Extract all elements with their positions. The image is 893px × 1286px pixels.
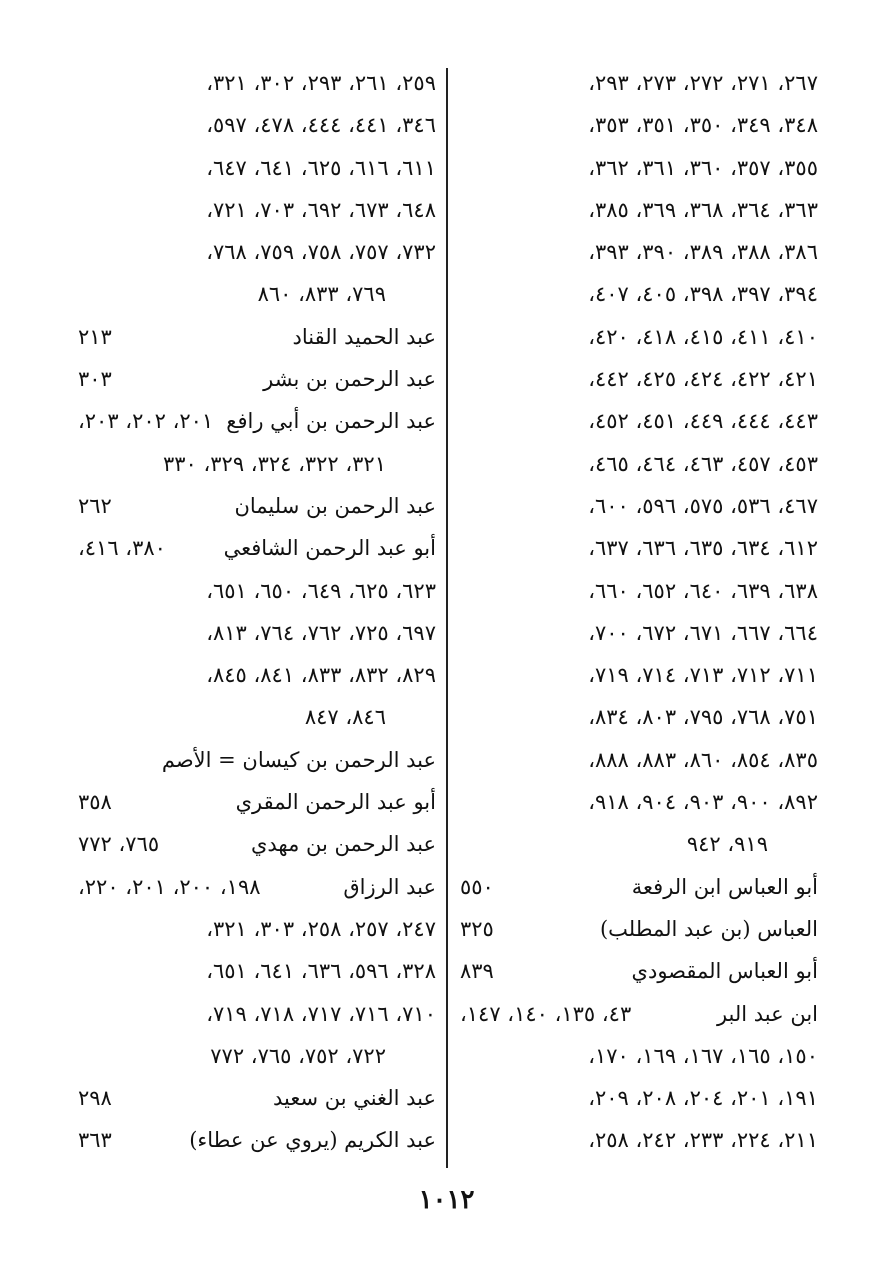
page-references: ٣٢٨، ٥٩٦، ٦٣٦، ٦٤١، ٦٥١، [206, 959, 436, 984]
page-references: ٨٩٢، ٩٠٠، ٩٠٣، ٩٠٤، ٩١٨، [588, 790, 818, 815]
index-entry [460, 908, 818, 950]
index-entry [78, 866, 436, 908]
entry-name: عبد الرحمن بن سليمان [234, 493, 436, 518]
page-references: ٧١٠، ٧١٦، ٧١٧، ٧١٨، ٧١٩، [206, 1001, 436, 1026]
continuation-line [78, 147, 436, 189]
page-references: ٣٤٦، ٤٤١، ٤٤٤، ٤٧٨، ٥٩٧، [206, 113, 436, 138]
page-references: ٧١١، ٧١٢، ٧١٣، ٧١٤، ٧١٩، [588, 663, 818, 688]
page-references: ٣٦٣، ٣٦٤، ٣٦٨، ٣٦٩، ٣٨٥، [588, 197, 818, 222]
continuation-line [78, 231, 436, 273]
entry-name: عبد الحميد القناد [292, 324, 436, 349]
page-references: ٦٣٨، ٦٣٩، ٦٤٠، ٦٥٢، ٦٦٠، [588, 578, 818, 603]
entry-name: عبد الرحمن بن أبي رافع [226, 409, 436, 434]
continuation-line [460, 147, 818, 189]
page-references: ٦١١، ٦١٦، ٦٢٥، ٦٤١، ٦٤٧، [206, 155, 436, 180]
index-entry [460, 993, 818, 1035]
continuation-line [78, 570, 436, 612]
entry-pages: ٢٠١، ٢٠٢، ٢٠٣، [78, 409, 214, 434]
continuation-line [460, 781, 818, 823]
page-references: ٩١٩، ٩٤٢ [686, 832, 768, 857]
column-divider [446, 68, 448, 1168]
entry-name: عبد الرحمن بن مهدي [250, 832, 436, 857]
page-references: ٢١١، ٢٢٤، ٢٣٣، ٢٤٢، ٢٥٨، [588, 1128, 818, 1153]
page-references: ٧٣٢، ٧٥٧، ٧٥٨، ٧٥٩، ٧٦٨، [206, 240, 436, 265]
continuation-tail [78, 273, 436, 315]
entry-pages: ٢٦٢ [78, 493, 112, 518]
page-references: ٧٥١، ٧٦٨، ٧٩٥، ٨٠٣، ٨٣٤، [588, 705, 818, 730]
page-references: ٤٦٧، ٥٣٦، ٥٧٥، ٥٩٦، ٦٠٠، [588, 493, 818, 518]
continuation-line [460, 400, 818, 442]
entry-pages: ٣٦٣ [78, 1128, 112, 1153]
page-references: ٤٤٣، ٤٤٤، ٤٤٩، ٤٥١، ٤٥٢، [588, 409, 818, 434]
entry-pages: ٢١٣ [78, 324, 112, 349]
index-entry [460, 866, 818, 908]
entry-pages: ٢٩٨ [78, 1086, 112, 1111]
page-references: ٦٢٣، ٦٢٥، ٦٤٩، ٦٥٠، ٦٥١، [206, 578, 436, 603]
entry-pages: ١٩٨، ٢٠٠، ٢٠١، ٢٢٠، [78, 874, 261, 899]
entry-pages: ٨٣٩ [460, 959, 494, 984]
continuation-tail [78, 696, 436, 738]
page-references: ٣٢١، ٣٢٢، ٣٢٤، ٣٢٩، ٣٣٠ [162, 451, 386, 476]
continuation-line [460, 1119, 818, 1161]
page-references: ٣٤٨، ٣٤٩، ٣٥٠، ٣٥١، ٣٥٣، [588, 113, 818, 138]
left-column [78, 62, 436, 1162]
page-references: ٧٦٩، ٨٣٣، ٨٦٠ [257, 282, 386, 307]
continuation-line [460, 273, 818, 315]
entry-name: عبد الغني بن سعيد [272, 1086, 436, 1111]
continuation-line [460, 527, 818, 569]
index-entry [78, 1077, 436, 1119]
index-entry [460, 950, 818, 992]
right-column [460, 62, 818, 1162]
entry-name: أبو عبد الرحمن المقري [235, 790, 436, 815]
continuation-line [78, 993, 436, 1035]
entry-pages: ٣٨٠، ٤١٦، [78, 536, 166, 561]
page-references: ٤١٠، ٤١١، ٤١٥، ٤١٨، ٤٢٠، [588, 324, 818, 349]
page-references: ٦١٢، ٦٣٤، ٦٣٥، ٦٣٦، ٦٣٧، [588, 536, 818, 561]
page-references: ٧٢٢، ٧٥٢، ٧٦٥، ٧٧٢ [210, 1043, 386, 1068]
entry-name: عبد الرزاق [343, 874, 436, 899]
continuation-line [460, 443, 818, 485]
continuation-line [460, 1035, 818, 1077]
continuation-line [460, 62, 818, 104]
continuation-line [78, 189, 436, 231]
continuation-line [460, 612, 818, 654]
index-entry [78, 358, 436, 400]
page-references: ١٥٠، ١٦٥، ١٦٧، ١٦٩، ١٧٠، [588, 1043, 818, 1068]
page-references: ٦٦٤، ٦٦٧، ٦٧١، ٦٧٢، ٧٠٠، [588, 620, 818, 645]
page-references: ٤٥٣، ٤٥٧، ٤٦٣، ٤٦٤، ٤٦٥، [588, 451, 818, 476]
index-entry [78, 823, 436, 865]
entry-name: أبو عبد الرحمن الشافعي [223, 536, 436, 561]
page-references: ٢٥٩، ٢٦١، ٢٩٣، ٣٠٢، ٣٢١، [206, 71, 436, 95]
continuation-line [460, 739, 818, 781]
index-entry [78, 485, 436, 527]
page-references: ٣٩٤، ٣٩٧، ٣٩٨، ٤٠٥، ٤٠٧، [588, 282, 818, 307]
page-references: ٦٤٨، ٦٧٣، ٦٩٢، ٧٠٣، ٧٢١، [206, 197, 436, 222]
page-references: ٦٩٧، ٧٢٥، ٧٦٢، ٧٦٤، ٨١٣، [206, 620, 436, 645]
page-references: ٣٨٦، ٣٨٨، ٣٨٩، ٣٩٠، ٣٩٣، [588, 240, 818, 265]
page-references: ٢٤٧، ٢٥٧، ٢٥٨، ٣٠٣، ٣٢١، [206, 916, 436, 941]
entry-name: أبو العباس المقصودي [631, 959, 818, 984]
entry-pages: ٣٥٨ [78, 790, 112, 815]
continuation-line [460, 1077, 818, 1119]
continuation-line [460, 696, 818, 738]
entry-name: العباس (بن عبد المطلب) [599, 916, 818, 941]
index-entry [78, 739, 436, 781]
continuation-line [460, 485, 818, 527]
page-references: ١٩١، ٢٠١، ٢٠٤، ٢٠٨، ٢٠٩، [588, 1086, 818, 1111]
index-entry [78, 527, 436, 569]
continuation-line [460, 189, 818, 231]
continuation-line [78, 612, 436, 654]
continuation-line [78, 950, 436, 992]
continuation-line [460, 570, 818, 612]
continuation-line [460, 358, 818, 400]
continuation-line [78, 62, 436, 104]
continuation-line [78, 104, 436, 146]
page-references: ٨٢٩، ٨٣٢، ٨٣٣، ٨٤١، ٨٤٥، [206, 663, 436, 688]
index-entry [78, 400, 436, 442]
continuation-tail [78, 1035, 436, 1077]
entry-name: عبد الرحمن بن كيسان = الأصم [161, 747, 436, 772]
index-entry [78, 316, 436, 358]
page-number: ١٠١٢ [418, 1185, 475, 1215]
continuation-tail [78, 443, 436, 485]
entry-name: أبو العباس ابن الرفعة [631, 874, 818, 899]
index-entry [78, 781, 436, 823]
index-entry [78, 1119, 436, 1161]
continuation-line [460, 231, 818, 273]
page-references: ٨٣٥، ٨٥٤، ٨٦٠، ٨٨٣، ٨٨٨، [588, 747, 818, 772]
page-references: ٣٥٥، ٣٥٧، ٣٦٠، ٣٦١، ٣٦٢، [588, 155, 818, 180]
page-references: ٤٢١، ٤٢٢، ٤٢٤، ٤٢٥، ٤٤٢، [588, 367, 818, 392]
continuation-tail [460, 823, 818, 865]
continuation-line [460, 104, 818, 146]
entry-pages: ٧٦٥، ٧٧٢ [78, 832, 160, 857]
page-references: ٢٦٧، ٢٧١، ٢٧٢، ٢٧٣، ٢٩٣، [588, 71, 818, 95]
entry-name: ابن عبد البر [716, 1001, 818, 1026]
entry-pages: ٥٥٠ [460, 874, 494, 899]
continuation-line [78, 908, 436, 950]
entry-name: عبد الرحمن بن بشر [263, 367, 436, 392]
entry-pages: ٣٢٥ [460, 916, 494, 941]
entry-name: عبد الكريم (يروي عن عطاء) [189, 1128, 436, 1153]
index-page [60, 62, 830, 1182]
entry-pages: ٣٠٣ [78, 367, 112, 392]
continuation-line [78, 654, 436, 696]
continuation-line [460, 654, 818, 696]
continuation-line [460, 316, 818, 358]
page-references: ٨٤٦، ٨٤٧ [304, 705, 386, 730]
entry-pages: ٤٣، ١٣٥، ١٤٠، ١٤٧، [460, 1001, 632, 1026]
